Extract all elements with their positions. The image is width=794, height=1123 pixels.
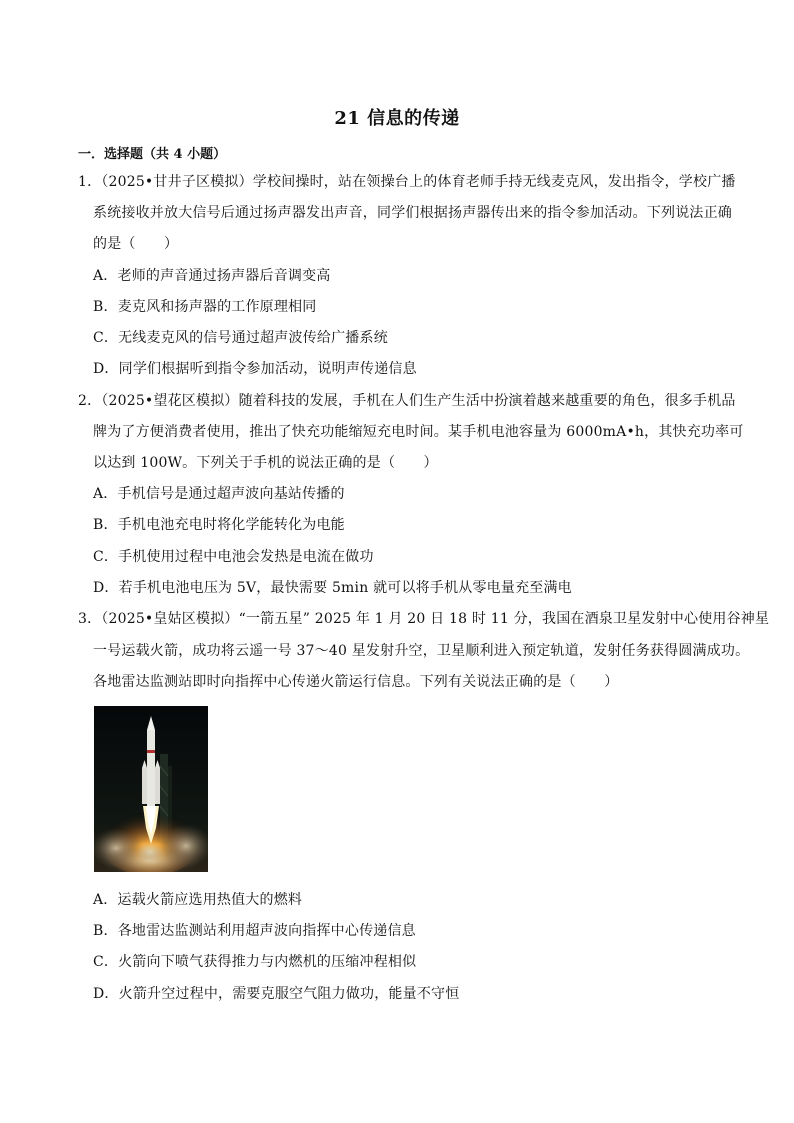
section-heading: 一．选择题（共 4 小题） (78, 147, 227, 162)
question-1-line-3: 的是（ ） (93, 236, 179, 252)
question-3-option-d: D．火箭升空过程中，需要克服空气阻力做功，能量不守恒 (93, 986, 460, 1002)
page-title: 21 信息的传递 (334, 108, 460, 129)
rocket-launch-photo (94, 706, 208, 872)
question-3-option-c: C．火箭向下喷气获得推力与内燃机的压缩冲程相似 (93, 954, 417, 970)
question-2-line-1: 2．（2025•望花区模拟）随着科技的发展，手机在人们生产生活中扮演着越来越重要的角色，很多手机品 (78, 393, 736, 409)
question-3-option-b: B．各地雷达监测站利用超声波向指挥中心传递信息 (93, 923, 416, 939)
question-1-line-2: 系统接收并放大信号后通过扬声器发出声音，同学们根据扬声器传出来的指令参加活动。下列说法正确 (93, 205, 732, 221)
question-2-line-3: 以达到 100W。下列关于手机的说法正确的是（ ） (93, 455, 438, 471)
question-3-line-1: 3．（2025•皇姑区模拟）“一箭五星” 2025 年 1 月 20 日 18 时 11 分，我国在酒泉卫星发射中心使用谷神星 (78, 611, 770, 627)
question-1-line-1: 1．（2025•甘井子区模拟）学校间操时，站在领操台上的体育老师手持无线麦克风，发出指令，学校广播 (78, 174, 736, 190)
question-3-line-2: 一号运载火箭，成功将云遥一号 37～40 星发射升空，卫星顺利进入预定轨道，发射任务获得圆满成功。 (93, 643, 750, 659)
question-2-option-b: B．手机电池充电时将化学能转化为电能 (93, 517, 345, 533)
question-1-option-b: B．麦克风和扬声器的工作原理相同 (93, 299, 317, 315)
question-3-option-a: A．运载火箭应选用热值大的燃料 (93, 892, 303, 908)
question-1-option-a: A．老师的声音通过扬声器后音调变高 (93, 268, 331, 284)
question-1-option-c: C．无线麦克风的信号通过超声波传给广播系统 (93, 330, 388, 346)
question-1-option-d: D．同学们根据听到指令参加活动，说明声传递信息 (93, 361, 417, 377)
question-2-option-c: C．手机使用过程中电池会发热是电流在做功 (93, 549, 374, 565)
question-2-line-2: 牌为了方便消费者使用，推出了快充功能缩短充电时间。某手机电池容量为 6000mA•h，其快充功率可 (93, 424, 744, 440)
question-3-line-3: 各地雷达监测站即时向指挥中心传递火箭运行信息。下列有关说法正确的是（ ） (93, 674, 619, 690)
question-2-option-a: A．手机信号是通过超声波向基站传播的 (93, 486, 345, 502)
question-2-option-d: D．若手机电池电压为 5V，最快需要 5min 就可以将手机从零电量充至满电 (93, 580, 572, 596)
